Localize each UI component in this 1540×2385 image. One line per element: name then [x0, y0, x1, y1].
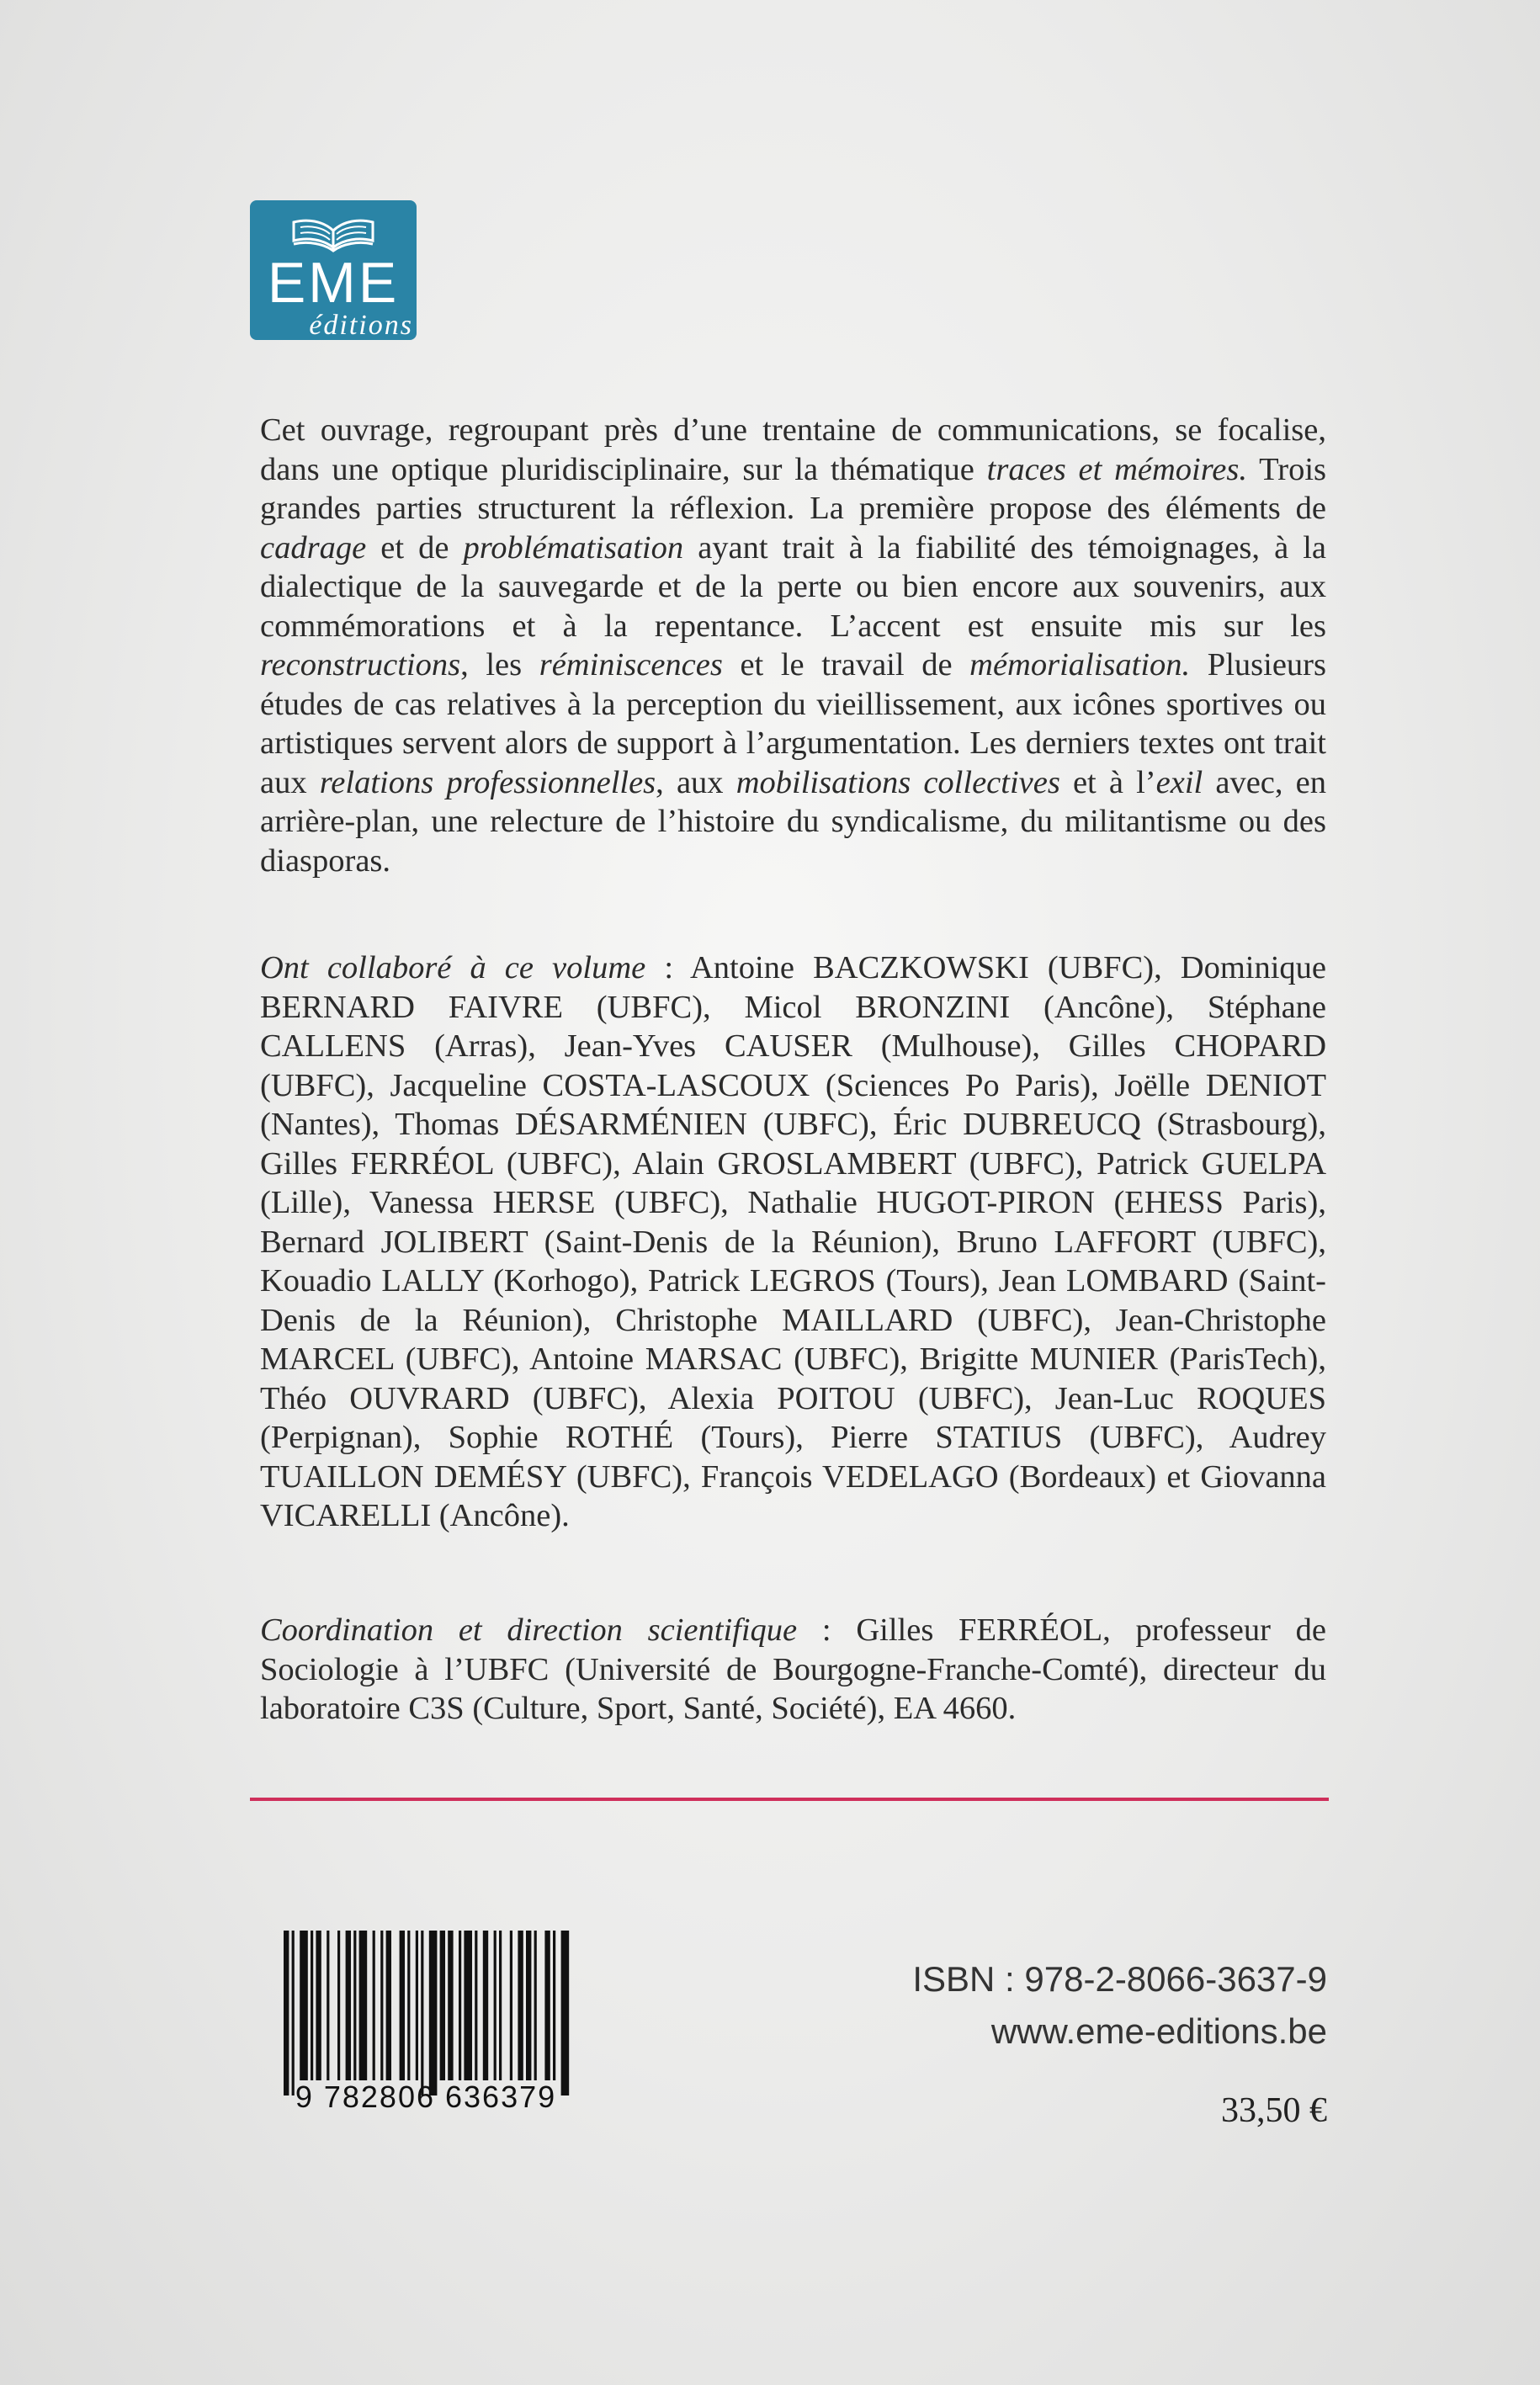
price-text: 33,50 € [1221, 2091, 1327, 2130]
contributors-label: Ont collaboré à ce volume [260, 950, 646, 985]
barcode-bar [316, 1931, 321, 2080]
website-link[interactable]: www.eme-editions.be [990, 2011, 1327, 2051]
divider-rule [250, 1798, 1329, 1801]
barcode-bar [494, 1931, 497, 2080]
barcode-bar [499, 1931, 502, 2080]
open-book-icon [289, 210, 378, 252]
barcode-bar [483, 1931, 488, 2080]
barcode-bar [346, 1931, 351, 2080]
barcode-bar [373, 1931, 375, 2080]
barcode-bar [421, 1931, 423, 2096]
barcode-bar [359, 1931, 368, 2080]
barcode-bar [448, 1931, 453, 2080]
isbn-text: ISBN : 978-2-8066-3637-9 [912, 1959, 1327, 1999]
barcode-bars [262, 1931, 590, 2096]
barcode-bar [544, 1931, 550, 2080]
barcode-bar [284, 1931, 289, 2096]
barcode-bar [440, 1931, 445, 2080]
barcode-bar [311, 1931, 313, 2080]
barcode-bar [416, 1931, 418, 2080]
summary-paragraph: Cet ouvrage, regroupant près d’une trentaine de communications, se focalise, dans une optique pluridisciplinaire, sur la thématique traces et mémoires. Trois grandes parties structurent la réflexion. La première propose des éléments de cadrage et de problématisation ayant trait à la fiabilité des témoignages, à la dialectique de la sauvegarde et de la perte ou bien encore aux souvenirs, aux commémorations et à la repentance. L’accent est ensuite mis sur les reconstructions, les réminiscences et le travail de mémorialisation. Plusieurs études de cas relatives à la perception du vieillissement, aux icônes sportives ou artistiques servent alors de support à l’argumentation. Les derniers textes ont trait aux relations professionnelles, aux mobilisations collectives et à l’exil avec, en arrière-plan, une relecture de l’histoire du syndicalisme, du militantisme ou des diasporas. [260, 412, 1327, 879]
coordination-text: : Gilles FERRÉOL, professeur de Sociologie à l’UBFC (Université de Bourgogne-Franche-Comté), directeur du laboratoire C3S (Culture, Sport, Santé, Société), EA 4660. [260, 1612, 1326, 1726]
barcode-number: 9 782806 636379 [295, 2080, 557, 2114]
barcode-bar [534, 1931, 537, 2080]
barcode-bar [561, 1931, 570, 2096]
publisher-subtitle: éditions [309, 310, 413, 341]
barcode-bar [353, 1931, 356, 2080]
contributors-list: : Antoine BACZKOWSKI (UBFC), Dominique BERNARD FAIVRE (UBFC), Micol BRONZINI (Ancône), Stéphane CALLENS (Arras), Jean-Yves CAUSER (Mulhouse), Gilles CHOPARD (UBFC), Jacqueline COSTA-LASCOUX (Sciences Po Paris), Joëlle DENIOT (Nantes), Thomas DÉSARMÉNIEN (UBFC), Éric DUBREUCQ (Strasbourg), Gilles FERRÉOL (UBFC), Alain GROSLAMBERT (UBFC), Patrick GUELPA (Lille), Vanessa HERSE (UBFC), Nathalie HUGOT-PIRON (EHESS Paris), Bernard JOLIBERT (Saint-Denis de la Réunion), Bruno LAFFORT (UBFC), Kouadio LALLY (Korhogo), Patrick LEGROS (Tours), Jean LOMBARD (Saint-Denis de la Réunion), Christophe MAILLARD (UBFC), Jean-Christophe MARCEL (UBFC), Antoine MARSAC (UBFC), Brigitte MUNIER (ParisTech), Théo OUVRARD (UBFC), Alexia POITOU (UBFC), Jean-Luc ROQUES (Perpignan), Sophie ROTHÉ (Tours), Pierre STATIUS (UBFC), Audrey TUAILLON DEMÉSY (UBFC), François VEDELAGO (Bordeaux) et Giovanna VICARELLI (Ancône). [260, 950, 1327, 1533]
barcode-bar [475, 1931, 477, 2080]
barcode-bar [337, 1931, 340, 2080]
coordination-label: Coordination et direction scientifique [260, 1612, 798, 1648]
barcode-bar [553, 1931, 555, 2080]
barcode [262, 1931, 590, 2116]
barcode-bar [292, 1931, 295, 2096]
barcode-bar [429, 1931, 438, 2096]
barcode-bar [386, 1931, 391, 2080]
barcode-bar [380, 1931, 383, 2080]
barcode-bar [526, 1931, 531, 2080]
barcode-bar [407, 1931, 410, 2080]
barcode-bar [510, 1931, 512, 2080]
barcode-bar [464, 1931, 472, 2080]
coordination-paragraph [260, 1611, 1326, 1729]
publisher-logo [250, 200, 417, 340]
barcode-bar [518, 1931, 523, 2080]
publisher-name: EME [267, 251, 400, 315]
barcode-bar [400, 1931, 405, 2080]
barcode-bar [459, 1931, 461, 2080]
barcode-bar [300, 1931, 308, 2080]
contributors-paragraph [260, 948, 1326, 1536]
barcode-bar [327, 1931, 329, 2080]
